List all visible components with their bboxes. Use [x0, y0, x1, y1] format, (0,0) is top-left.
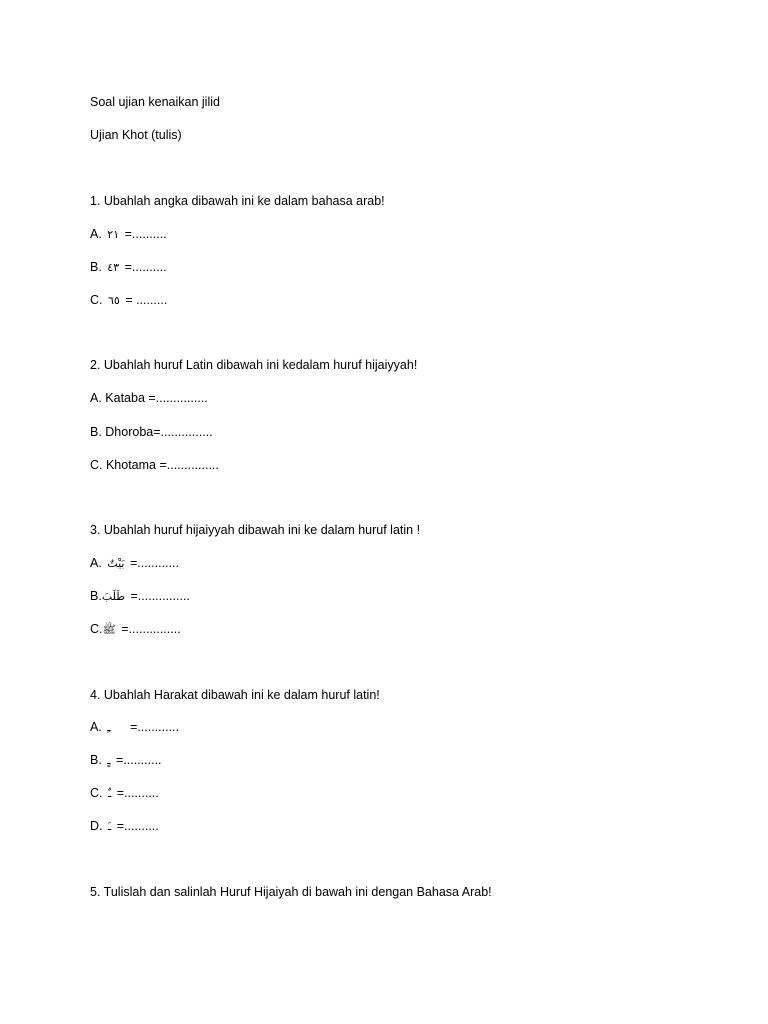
arabic-word: طَلَبَ — [101, 590, 126, 603]
option-label: D. — [90, 819, 103, 833]
harakat-symbol: ـٌ — [107, 787, 112, 800]
option-label: B. — [90, 260, 102, 274]
answer-blank: =.......... — [116, 786, 159, 800]
arabic-word: بَيْتٌ — [107, 557, 125, 570]
question-1-option-b — [90, 259, 167, 276]
question-3-text: 3. Ubahlah huruf hijaiyyah dibawah ini ke dalam huruf latin ! — [90, 523, 421, 537]
answer-blank: =.......... — [124, 260, 167, 274]
option-label: A. — [90, 720, 102, 734]
document-subtitle: Ujian Khot (tulis) — [90, 128, 182, 142]
harakat-symbol: ـَ — [107, 820, 112, 833]
question-3-option-a — [90, 555, 179, 572]
answer-blank: = ......... — [125, 293, 168, 307]
answer-blank: =.......... — [124, 227, 167, 241]
option-label: C. — [90, 293, 103, 307]
question-3-option-c — [90, 621, 181, 638]
answer-blank: =............... — [121, 622, 181, 636]
document-title: Soal ujian kenaikan jilid — [90, 95, 220, 109]
option-label: C. — [90, 622, 103, 636]
question-2-option-a: A. Kataba =............... — [90, 391, 208, 405]
question-2-text: 2. Ubahlah huruf Latin dibawah ini kedalam huruf hijaiyyah! — [90, 358, 418, 372]
option-label: B. — [90, 589, 102, 603]
arabic-ligature: ﷺ — [102, 623, 116, 636]
option-label: B. — [90, 753, 102, 767]
answer-blank: =............ — [129, 556, 179, 570]
answer-blank: =........... — [116, 753, 162, 767]
arabic-numeral: ٢١ — [107, 228, 120, 241]
option-label: A. — [90, 227, 102, 241]
question-4-option-d — [90, 818, 159, 835]
question-2-option-c: C. Khotama =............... — [90, 458, 219, 472]
answer-blank: =............ — [130, 720, 179, 734]
question-1-option-a — [90, 226, 167, 243]
question-4-option-b — [90, 752, 162, 769]
question-4-option-a — [90, 719, 179, 736]
question-3-option-b — [90, 588, 190, 605]
question-5-text: 5. Tulislah dan salinlah Huruf Hijaiyah di bawah ini dengan Bahasa Arab! — [90, 885, 492, 899]
arabic-numeral: ٤٣ — [107, 261, 120, 274]
question-1-text: 1. Ubahlah angka dibawah ini ke dalam bahasa arab! — [90, 194, 385, 208]
answer-blank: =............... — [130, 589, 190, 603]
question-4-text: 4. Ubahlah Harakat dibawah ini ke dalam huruf latin! — [90, 688, 380, 702]
option-label: C. — [90, 786, 103, 800]
answer-blank: =.......... — [116, 819, 159, 833]
harakat-symbol: ـٍ — [107, 754, 111, 767]
arabic-numeral: ٦٥ — [107, 294, 120, 307]
option-label: A. — [90, 556, 102, 570]
question-4-option-c — [90, 785, 159, 802]
harakat-symbol: ـِ — [107, 721, 111, 734]
question-1-option-c — [90, 292, 167, 309]
question-2-option-b: B. Dhoroba=............... — [90, 425, 213, 439]
